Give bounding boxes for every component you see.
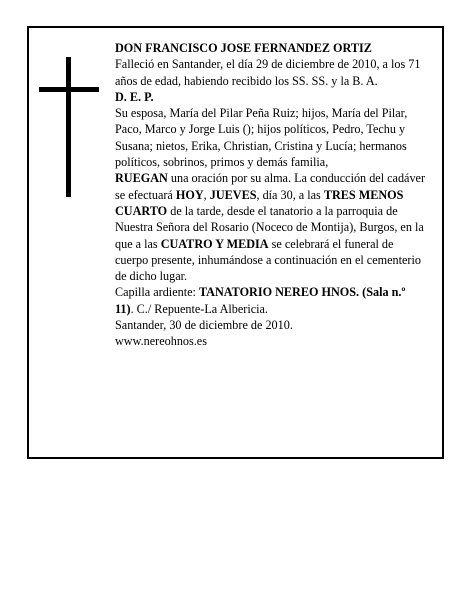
obituary-notice: [27, 26, 444, 459]
day-text: , día 30, a las: [256, 187, 324, 202]
funeral-time: CUATRO Y MEDIA: [160, 236, 269, 251]
chapel-address: . C./ Repuente-La Albericia.: [130, 301, 268, 316]
hoy-word: HOY: [175, 187, 204, 202]
prayer-text: una oración por su alma. La conducción del cadáver se efectuará: [115, 171, 426, 202]
chapel-line: [115, 284, 427, 317]
cross-icon: [39, 57, 99, 197]
chapel-prefix: Capilla ardiente:: [115, 285, 199, 300]
funeral-text: se celebrará el funeral de cuerpo presente, inhumándose a continuación en el cementerio de dicho lugar.: [115, 236, 421, 284]
website-text: www.nereohnos.es: [115, 334, 207, 349]
ruegan-word: RUEGAN: [115, 171, 168, 186]
cross-horizontal-bar: [39, 87, 99, 92]
route-text: de la tarde, desde el tanatorio a la parroquia de Nuestra Señora del Rosario (Noceco de Montija), Burgos, en la que a las: [115, 203, 424, 251]
separator-text: ,: [203, 187, 210, 202]
cross-vertical-bar: [66, 57, 71, 197]
notice-text: [115, 40, 427, 350]
deceased-name: DON FRANCISCO JOSE FERNANDEZ ORTIZ: [115, 41, 372, 55]
jueves-word: JUEVES: [209, 187, 257, 202]
death-details: Falleció en Santander, el día 29 de diciembre de 2010, a los 71 años de edad, habiendo recibido los SS. SS. y la B. A.: [115, 57, 421, 88]
chapel-name: TANATORIO NEREO HNOS. (Sala n.º 11): [115, 285, 406, 316]
procession-time: TRES MENOS CUARTO: [115, 187, 404, 218]
dep-line: D. E. P.: [115, 89, 154, 104]
place-date: Santander, 30 de diciembre de 2010.: [115, 318, 293, 333]
ceremony-details: [115, 170, 427, 284]
family-list: Su esposa, María del Pilar Peña Ruiz; hijos, María del Pilar, Paco, Marco y Jorge Luis (); hijos políticos, Pedro, Techu y Susana; nietos, Erika, Christian, Cristina y Lucía; hermanos políticos, sobrinos, primos y demás familia,: [115, 106, 408, 170]
